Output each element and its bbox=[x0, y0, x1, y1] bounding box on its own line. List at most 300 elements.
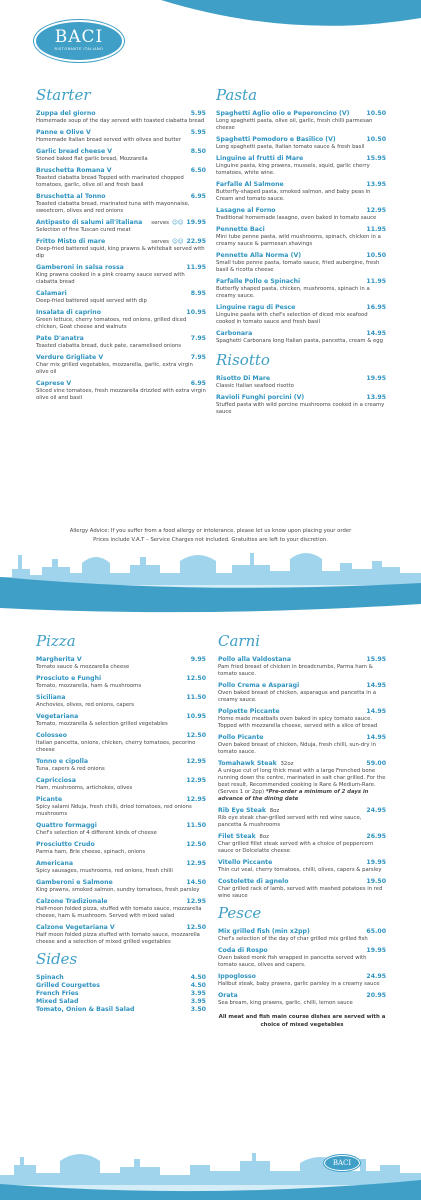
menu-item-row bbox=[36, 354, 206, 361]
item-price-wrap bbox=[366, 992, 386, 999]
menu-item-row bbox=[216, 136, 386, 143]
item-description: Chef's selection of 4 different kinds of cheese bbox=[36, 830, 157, 836]
pasta-section bbox=[216, 86, 386, 420]
section-title: Carni bbox=[218, 632, 261, 650]
item-name bbox=[218, 734, 264, 741]
menu-item-row bbox=[36, 675, 206, 682]
item-price: 14.95 bbox=[366, 734, 386, 741]
item-name bbox=[36, 148, 112, 155]
menu-item bbox=[216, 136, 386, 151]
item-name-text: Capricciosa bbox=[36, 777, 76, 784]
item-name-text: Antipasto di salumi all'italiana bbox=[36, 219, 143, 226]
allergy-advice bbox=[0, 527, 421, 545]
menu-item bbox=[36, 822, 206, 837]
menu-item-row bbox=[218, 928, 386, 935]
item-price: 20.95 bbox=[366, 992, 386, 999]
item-price-wrap bbox=[191, 982, 206, 989]
item-price-wrap bbox=[186, 777, 206, 784]
menu-item bbox=[216, 181, 386, 203]
item-description: Chef's selection of the day of char grilled mix grilled fish bbox=[218, 936, 368, 942]
item-description: Tomato, mozzarella, ham & mushrooms bbox=[36, 683, 142, 689]
menu-item bbox=[36, 219, 206, 234]
item-name bbox=[218, 682, 299, 689]
menu-item bbox=[36, 264, 206, 286]
menu-item bbox=[36, 110, 206, 125]
menu-item bbox=[36, 990, 206, 997]
menu-item-row bbox=[218, 734, 386, 741]
item-price-wrap bbox=[186, 841, 206, 848]
item-price-wrap bbox=[366, 330, 386, 337]
item-name bbox=[216, 110, 350, 117]
section-title: Starter bbox=[36, 86, 91, 104]
item-name-text: Ippoglosso bbox=[218, 973, 256, 980]
menu-item bbox=[36, 758, 206, 773]
menu-item bbox=[218, 928, 386, 943]
menu-item bbox=[36, 998, 206, 1005]
item-name-text: Costolette di agnelo bbox=[218, 878, 289, 885]
menu-item-row bbox=[216, 207, 386, 214]
item-description: Ham, mushrooms, artichokes, olives bbox=[36, 785, 133, 791]
item-price-wrap bbox=[186, 694, 206, 701]
item-price-wrap bbox=[366, 394, 386, 401]
item-price: 12.95 bbox=[186, 860, 206, 867]
risotto-list bbox=[216, 375, 386, 416]
item-name bbox=[216, 155, 303, 162]
item-price: 9.95 bbox=[190, 656, 206, 663]
item-name-text: Polpette Piccante bbox=[218, 708, 280, 715]
item-name-text: Pollo Picante bbox=[218, 734, 264, 741]
menu-item bbox=[36, 290, 206, 305]
menu-item bbox=[218, 760, 386, 803]
menu-item-row bbox=[36, 860, 206, 867]
item-price: 10.50 bbox=[366, 110, 386, 117]
item-name-text: Tomato, Onion & Basil Salad bbox=[36, 1006, 135, 1013]
item-price-wrap bbox=[186, 758, 206, 765]
item-description: Anchovies, olives, red onions, capers bbox=[36, 702, 135, 708]
menu-item-row bbox=[216, 155, 386, 162]
item-description: King prawns, smoked salmon, sundry tomatoes, fresh parsley bbox=[36, 887, 200, 893]
item-price: 4.50 bbox=[190, 982, 206, 989]
menu-item-row bbox=[218, 708, 386, 715]
item-price: 7.95 bbox=[190, 335, 206, 342]
item-price: 24.95 bbox=[366, 807, 386, 814]
pizza-section bbox=[36, 632, 206, 1014]
starter-section bbox=[36, 86, 206, 406]
menu-item-row bbox=[36, 219, 206, 226]
menu-item-row bbox=[218, 878, 386, 885]
prices-line: Prices include V.A.T – Service Charges not included. Gratuities are left to your discretion. bbox=[93, 537, 328, 543]
item-name bbox=[216, 375, 270, 382]
menu-item bbox=[36, 380, 206, 402]
menu-item bbox=[218, 734, 386, 756]
item-price: 19.95 bbox=[366, 375, 386, 382]
item-description: Homemade soup of the day served with toasted ciabatta bread bbox=[36, 118, 205, 124]
menu-item bbox=[216, 330, 386, 345]
menu-item bbox=[36, 335, 206, 350]
menu-item bbox=[36, 1006, 206, 1013]
mains-note: All meat and fish main course dishes are served with a choice of mixed vegetables bbox=[218, 1014, 386, 1028]
menu-item bbox=[216, 394, 386, 416]
item-description: Deep-fried battered squid served with dip bbox=[36, 298, 147, 304]
item-price: 11.95 bbox=[186, 264, 206, 271]
item-name-text: Orata bbox=[218, 992, 238, 999]
item-description: Spicy salami Nduja, fresh chilli, dried tomatoes, red onions mushrooms bbox=[36, 804, 192, 817]
item-name-text: Pennette Baci bbox=[216, 226, 265, 233]
menu-item bbox=[216, 155, 386, 177]
menu-item-row bbox=[36, 167, 206, 174]
item-price-wrap bbox=[191, 148, 206, 155]
item-description: Rib eye steak char-grilled served with red wine sauce, pancetta & mushrooms bbox=[218, 815, 362, 828]
item-price-wrap bbox=[191, 998, 206, 1005]
section-title: Sides bbox=[36, 950, 78, 968]
item-name-text: Siciliana bbox=[36, 694, 66, 701]
item-name-text: Vitello Piccante bbox=[218, 859, 273, 866]
item-description: Oven baked monk fish wrapped in pancetta served with tomato sauce, olives and capers. bbox=[218, 955, 367, 968]
item-name bbox=[36, 694, 65, 701]
item-price-wrap bbox=[366, 973, 386, 980]
item-price: 65.00 bbox=[366, 928, 386, 935]
item-description: Parma ham, Brie cheese, spinach, onions bbox=[36, 849, 146, 855]
item-description: Linguine pasta with chef's selection of diced mix seafood cooked in tomato sauce and fresh basil bbox=[216, 312, 368, 325]
item-price: 12.50 bbox=[186, 732, 206, 739]
starter-list bbox=[36, 110, 206, 402]
item-description: Halibut steak, baby prawns, garlic parsley in a creamy sauce bbox=[218, 981, 380, 987]
menu-item bbox=[218, 992, 386, 1007]
item-name-text: Bruschetta Romana V bbox=[36, 167, 112, 174]
item-name-text: Calzone Vegetariana V bbox=[36, 924, 115, 931]
item-price: 22.95 bbox=[186, 238, 206, 245]
item-price: 6.50 bbox=[190, 167, 206, 174]
item-price: 10.95 bbox=[186, 309, 206, 316]
menu-item bbox=[218, 878, 386, 900]
item-name bbox=[36, 796, 62, 803]
item-price: 11.95 bbox=[366, 278, 386, 285]
item-name-text: Verdure Grigliate V bbox=[36, 354, 104, 361]
menu-item bbox=[218, 833, 386, 855]
item-price: 26.95 bbox=[366, 833, 386, 840]
item-name bbox=[36, 193, 106, 200]
pizza-list bbox=[36, 656, 206, 946]
item-description: Butterfly shaped pasta, chicken, mushrooms, spinach in a creamy sauce. bbox=[216, 286, 370, 299]
item-price-wrap bbox=[186, 732, 206, 739]
item-price-wrap bbox=[191, 380, 206, 387]
menu-item-row bbox=[218, 859, 386, 866]
pesce-list bbox=[218, 928, 386, 1007]
menu-item bbox=[216, 207, 386, 222]
item-description: Butterfly-shaped pasta, smoked salmon, and baby peas in Cream and tomato sauce. bbox=[216, 189, 371, 202]
item-price-wrap bbox=[366, 859, 386, 866]
item-description: Home made meatballs oven baked in spicy tomato sauce. Topped with mozzarella cheese, served with a slice of bread bbox=[218, 716, 378, 729]
item-price-wrap bbox=[366, 181, 386, 188]
item-name bbox=[36, 1006, 134, 1013]
menu-item-row bbox=[36, 796, 206, 803]
pasta-list bbox=[216, 110, 386, 345]
item-name bbox=[36, 110, 96, 117]
item-price-wrap bbox=[366, 928, 386, 935]
item-name bbox=[216, 330, 252, 337]
item-price: 19.95 bbox=[366, 859, 386, 866]
item-description: Sliced vine tomatoes, fresh mozzarella drizzled with extra virgin olive oil and basil bbox=[36, 388, 206, 401]
item-price: 6.95 bbox=[190, 380, 206, 387]
menu-item bbox=[36, 879, 206, 894]
item-price-wrap bbox=[366, 878, 386, 885]
item-name bbox=[36, 713, 78, 720]
item-price: 10.50 bbox=[366, 136, 386, 143]
item-name bbox=[218, 708, 280, 715]
footer-logo-name: BACI bbox=[332, 1159, 352, 1167]
footer-swoosh bbox=[0, 575, 421, 600]
item-name-text: Risotto Di Mare bbox=[216, 375, 271, 382]
item-name bbox=[36, 264, 124, 271]
item-description: Homemade Italian bread served with olives and butter bbox=[36, 137, 181, 143]
menu-item bbox=[36, 656, 206, 671]
item-price-wrap bbox=[366, 947, 386, 954]
item-name bbox=[218, 760, 296, 767]
item-description: Toasted ciabatta bread, marinated tuna with mayonnaise, sweetcorn, olives and red onions bbox=[36, 201, 190, 214]
menu-item-row bbox=[216, 375, 386, 382]
footer-logo bbox=[324, 1155, 360, 1171]
item-description: Selection of fine Tuscan cured meat bbox=[36, 227, 131, 233]
menu-item bbox=[216, 278, 386, 300]
item-name bbox=[36, 982, 100, 989]
item-description: Tomato, mozzarella & selection grilled vegetables bbox=[36, 721, 168, 727]
item-name-text: Vegetariana bbox=[36, 713, 79, 720]
item-name bbox=[36, 219, 142, 226]
item-description-note: *Pre-order a minimum of 2 days in advance of the dining date bbox=[218, 789, 369, 802]
menu-item-row bbox=[216, 181, 386, 188]
item-description: Deep-fried battered squid, king prawns & whitebait served with dip bbox=[36, 246, 205, 259]
item-description: Small tube penne pasta, tomato sauce, fried aubergine, fresh basil & ricotta cheese bbox=[216, 260, 380, 273]
item-price: 11.50 bbox=[186, 694, 206, 701]
item-name-text: Pate D'anatra bbox=[36, 335, 84, 342]
item-price-wrap bbox=[191, 129, 206, 136]
item-name bbox=[36, 238, 105, 245]
menu-item-row bbox=[36, 110, 206, 117]
menu-item-row bbox=[36, 758, 206, 765]
item-name-text: Spaghetti Pomodoro e Basilico (V) bbox=[216, 136, 336, 143]
carni-list bbox=[218, 656, 386, 900]
menu-item bbox=[218, 708, 386, 730]
menu-item-row bbox=[36, 694, 206, 701]
menu-item bbox=[218, 682, 386, 704]
item-price-wrap bbox=[151, 219, 206, 226]
menu-item-row bbox=[36, 924, 206, 931]
item-description: Oven baked breast of chicken, asparagus and pancetta in a creamy sauce. bbox=[218, 690, 376, 703]
item-name-text: Ravioli Funghi porcini (V) bbox=[216, 394, 305, 401]
item-description: Italian pancetta, onions, chicken, cherry tomatoes, pecorino cheese bbox=[36, 740, 196, 753]
menu-item-row bbox=[36, 713, 206, 720]
people-icon: ☺☺ bbox=[171, 239, 184, 245]
item-price-wrap bbox=[186, 924, 206, 931]
item-size: 32oz bbox=[278, 761, 294, 767]
item-size: 8oz bbox=[267, 808, 280, 814]
item-size: 8oz bbox=[257, 834, 269, 840]
item-price-wrap bbox=[366, 252, 386, 259]
item-name-text: Bruschetta al Tonno bbox=[36, 193, 106, 200]
item-price-wrap bbox=[191, 290, 206, 297]
menu-item-row bbox=[36, 148, 206, 155]
item-price-wrap bbox=[191, 167, 206, 174]
brand-name: BACI bbox=[54, 27, 104, 47]
item-price: 3.50 bbox=[190, 1006, 206, 1013]
item-description: Long spaghetti pasta, Italian tomato sauce & fresh basil bbox=[216, 144, 365, 150]
menu-item bbox=[216, 252, 386, 274]
item-name-text: Carbonara bbox=[216, 330, 253, 337]
item-price-wrap bbox=[366, 155, 386, 162]
item-name-text: Mix grilled fish (min x2pp) bbox=[218, 928, 310, 935]
item-name bbox=[218, 656, 291, 663]
item-description: Oven baked breast of chicken, Nduja, fresh chilli, sun-dry in tomato sauce. bbox=[218, 742, 376, 755]
item-name bbox=[36, 860, 73, 867]
people-icon: ☺☺ bbox=[171, 220, 184, 226]
item-name bbox=[216, 394, 304, 401]
item-name-text: Americana bbox=[36, 860, 74, 867]
item-description: King prawns cooked in a pink creamy sauce served with ciabatta bread bbox=[36, 272, 185, 285]
item-price: 8.50 bbox=[190, 148, 206, 155]
item-price: 19.95 bbox=[186, 219, 206, 226]
menu-item-row bbox=[36, 290, 206, 297]
item-name bbox=[36, 675, 101, 682]
menu-item-row bbox=[216, 278, 386, 285]
item-name bbox=[36, 924, 115, 931]
item-price-wrap bbox=[191, 354, 206, 361]
item-price: 15.95 bbox=[366, 155, 386, 162]
item-price-wrap bbox=[186, 264, 206, 271]
item-price-wrap bbox=[191, 1006, 206, 1013]
item-price-wrap bbox=[366, 375, 386, 382]
item-price: 13.95 bbox=[366, 394, 386, 401]
item-name bbox=[36, 974, 64, 981]
item-name-text: Pennette Alla Norma (V) bbox=[216, 252, 302, 259]
item-price: 5.95 bbox=[190, 129, 206, 136]
item-name bbox=[216, 304, 295, 311]
item-price-wrap bbox=[151, 238, 206, 245]
item-price-wrap bbox=[366, 734, 386, 741]
item-name bbox=[218, 947, 268, 954]
menu-item bbox=[218, 947, 386, 969]
item-price-wrap bbox=[366, 656, 386, 663]
item-price-wrap bbox=[191, 335, 206, 342]
item-name bbox=[216, 252, 301, 259]
menu-item bbox=[36, 777, 206, 792]
item-price: 8.95 bbox=[190, 290, 206, 297]
menu-item-row bbox=[36, 898, 206, 905]
menu-item bbox=[36, 167, 206, 189]
item-name-text: Spinach bbox=[36, 974, 64, 981]
item-price: 12.50 bbox=[186, 675, 206, 682]
header-swoosh bbox=[161, 0, 421, 30]
item-name bbox=[218, 973, 256, 980]
item-price-wrap bbox=[186, 713, 206, 720]
item-name-text: Garlic bread cheese V bbox=[36, 148, 113, 155]
item-price: 13.95 bbox=[366, 181, 386, 188]
item-price: 59.00 bbox=[366, 760, 386, 767]
menu-item-row bbox=[36, 998, 206, 1005]
item-price: 6.95 bbox=[190, 193, 206, 200]
menu-item-row bbox=[36, 974, 206, 981]
item-name bbox=[216, 181, 284, 188]
item-price-wrap bbox=[366, 304, 386, 311]
item-price-wrap bbox=[366, 226, 386, 233]
section-title: Pasta bbox=[216, 86, 258, 104]
menu-item-row bbox=[218, 656, 386, 663]
menu-item bbox=[36, 841, 206, 856]
menu-item-row bbox=[36, 732, 206, 739]
item-price-wrap bbox=[366, 833, 386, 840]
item-description: Linguine pasta, king prawns, mussels, squid, garlic cherry tomatoes, white wine. bbox=[216, 163, 370, 176]
menu-item-row bbox=[36, 380, 206, 387]
item-price: 12.95 bbox=[186, 796, 206, 803]
item-name-text: Lasagne al Forno bbox=[216, 207, 276, 214]
item-name-text: Mixed Salad bbox=[36, 998, 79, 1005]
item-name-text: Prosciuto e Funghi bbox=[36, 675, 102, 682]
item-price: 11.95 bbox=[366, 226, 386, 233]
item-price-wrap bbox=[186, 796, 206, 803]
item-price: 10.95 bbox=[186, 713, 206, 720]
item-name-text: Linguine al frutti di Mare bbox=[216, 155, 304, 162]
item-name bbox=[36, 309, 101, 316]
item-description: Stuffed pasta with wild porcine mushrooms cooked in a creamy sauce bbox=[216, 402, 385, 415]
item-name bbox=[216, 136, 336, 143]
menu-item-row bbox=[218, 760, 386, 767]
item-price-wrap bbox=[366, 708, 386, 715]
item-price: 5.95 bbox=[190, 110, 206, 117]
item-name-text: Tonno e cipolla bbox=[36, 758, 89, 765]
item-name-text: Spaghetti Aglio olio e Peperoncino (V) bbox=[216, 110, 350, 117]
item-name-text: Filet Steak bbox=[218, 833, 256, 840]
menu-item bbox=[36, 148, 206, 163]
item-name bbox=[36, 758, 88, 765]
menu-item-row bbox=[218, 947, 386, 954]
item-price-wrap bbox=[366, 807, 386, 814]
menu-item-row bbox=[216, 110, 386, 117]
menu-item-row bbox=[216, 252, 386, 259]
item-name-text: Tomahawk Steak bbox=[218, 760, 277, 767]
item-price: 16.95 bbox=[366, 304, 386, 311]
menu-item bbox=[216, 304, 386, 326]
item-name bbox=[36, 354, 103, 361]
menu-item bbox=[36, 675, 206, 690]
item-name-text: Calamari bbox=[36, 290, 67, 297]
item-price-wrap bbox=[191, 110, 206, 117]
item-name-text: Margherita V bbox=[36, 656, 82, 663]
menu-item bbox=[216, 110, 386, 132]
menu-item bbox=[36, 924, 206, 946]
item-name bbox=[216, 207, 276, 214]
item-name-text: Linguine ragu di Pesce bbox=[216, 304, 296, 311]
section-title: Pesce bbox=[218, 904, 262, 922]
item-price-wrap bbox=[186, 675, 206, 682]
menu-item bbox=[36, 898, 206, 920]
menu-item bbox=[36, 354, 206, 376]
item-description: Half-moon folded pizza, stuffed with tomato sauce, mozzarella cheese, ham & mushroom. Served with mixed salad bbox=[36, 906, 202, 919]
item-price-wrap bbox=[186, 822, 206, 829]
menu-item bbox=[218, 859, 386, 874]
menu-item-row bbox=[36, 777, 206, 784]
item-name bbox=[36, 879, 113, 886]
menu-item bbox=[36, 238, 206, 260]
item-price: 14.95 bbox=[366, 330, 386, 337]
item-name-text: Picante bbox=[36, 796, 63, 803]
item-name-text: Zuppa del giorno bbox=[36, 110, 96, 117]
item-description: Thin cut veal, cherry tomatoes, chilli, olives, capers & parsley bbox=[218, 867, 382, 873]
item-price-wrap bbox=[186, 309, 206, 316]
footer-swoosh bbox=[0, 1178, 421, 1200]
item-price-wrap bbox=[191, 974, 206, 981]
item-description: Green lettuce, cherry tomatoes, red onions, grilled diced chicken, Goat cheese and walnuts bbox=[36, 317, 187, 330]
menu-item-row bbox=[216, 304, 386, 311]
menu-item-row bbox=[36, 264, 206, 271]
